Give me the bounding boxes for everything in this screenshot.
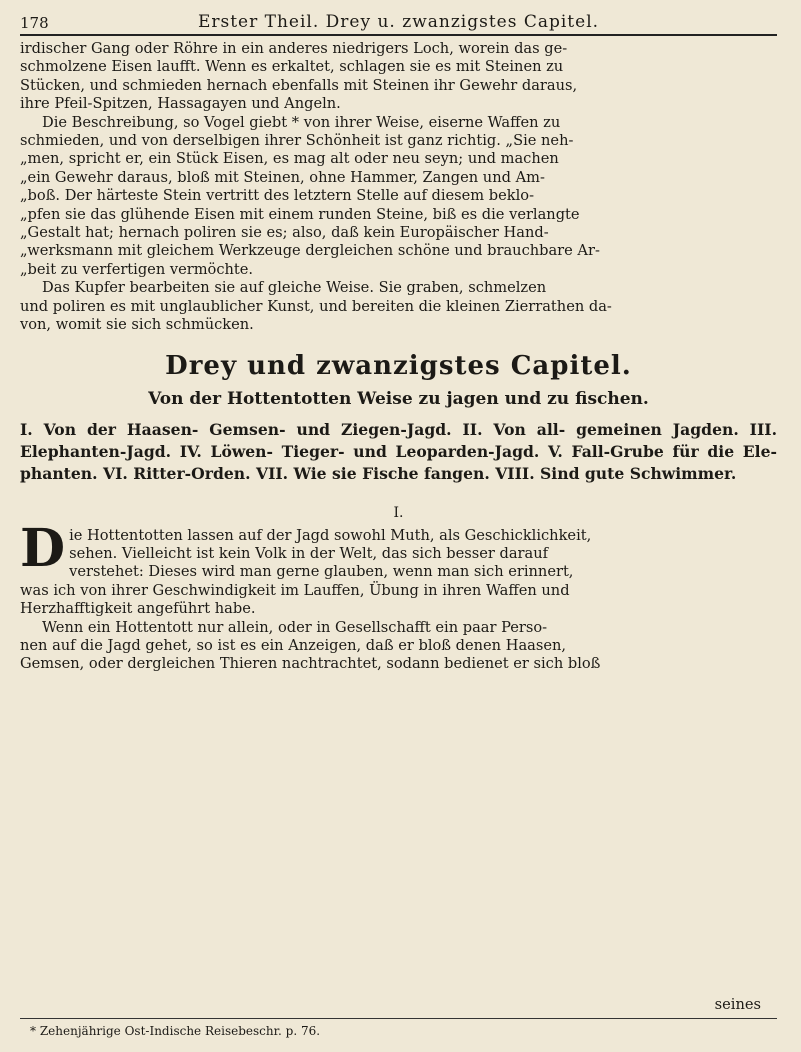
text-line: schmolzene Eisen laufft. Wenn es erkaltet, schlagen sie es mit Steinen zu <box>20 58 564 76</box>
section-number: I. <box>393 504 404 521</box>
text-line: „ein Gewehr daraus, bloß mit Steinen, ohne Hammer, Zangen und Am- <box>20 168 545 186</box>
text-line: ihre Pfeil-Spitzen, Hassagayen und Angeln. <box>20 95 341 113</box>
header-rule <box>20 34 777 36</box>
text-line: „Gestalt hat; hernach poliren sie es; also, daß kein Europäischer Hand- <box>20 224 549 242</box>
page-body <box>20 40 777 674</box>
text-line: Die Beschreibung, so Vogel giebt * von ihrer Weise, eiserne Waffen zu <box>42 113 561 131</box>
text-line: Wenn ein Hottentott nur allein, oder in Gesellschafft ein paar Perso- <box>42 618 548 636</box>
catchword: seines <box>714 996 761 1013</box>
text-line: „werksmann mit gleichem Werkzeuge dergleichen schöne und brauchbare Ar- <box>20 242 600 260</box>
text-line: irdischer Gang oder Röhre in ein anderes niedrigers Loch, worein das ge- <box>20 40 568 57</box>
text-line: Das Kupfer bearbeiten sie auf gleiche Weise. Sie graben, schmelzen <box>42 279 547 297</box>
footnote-rule <box>20 1018 777 1019</box>
copper-paragraph <box>20 279 777 334</box>
text-line: „pfen sie das glühende Eisen mit einem runden Steine, biß es die verlangte <box>20 205 580 223</box>
drop-cap: D <box>20 517 66 579</box>
footnote: * Zehenjährige Ost-Indische Reisebeschr. p. 76. <box>30 1024 321 1038</box>
quote-paragraph <box>20 114 777 280</box>
text-line: Gemsen, oder dergleichen Thieren nachtrachtet, sodann bedienet er sich bloß <box>20 655 601 673</box>
section-opening <box>20 517 777 619</box>
running-header <box>20 6 777 32</box>
text-line: von, womit sie sich schmücken. <box>20 316 254 334</box>
chapter-subtitle: Von der Hottentotten Weise zu jagen und zu fischen. <box>148 388 649 409</box>
text-line: „beit zu verfertigen vermöchte. <box>20 260 254 278</box>
text-line: und poliren es mit unglaublicher Kunst, und bereiten die kleinen Zierrathen da- <box>20 297 612 315</box>
text-line: Herzhafftigkeit angeführt habe. <box>20 600 256 618</box>
chapter-title: Drey und zwanzigstes Capitel. <box>165 350 632 381</box>
running-title: Erster Theil. Drey u. zwanzigstes Capitel. <box>197 12 600 32</box>
text-line: verstehet: Dieses wird man gerne glauben, wenn man sich erinnert, <box>69 563 574 581</box>
top-paragraph <box>20 40 777 114</box>
text-line: sehen. Vielleicht ist kein Volk in der Welt, das sich besser darauf <box>69 544 549 562</box>
text-line: Stücken, und schmieden hernach ebenfalls mit Steinen ihr Gewehr daraus, <box>20 76 578 94</box>
hunting-paragraph <box>20 619 777 674</box>
chapter-summary: I. Von der Haasen- Gemsen- und Ziegen-Jagd. II. Von all- gemeinen Jagden. III. Elephanten-Jagd. IV. Löwen- Tieger- und Leoparden-Jagd. V. Fall-Grube für die Ele- phanten. VI. Ritter-Orden. VII. Wie sie Fische fangen. VIII. Sind gute Schwimmer. <box>20 419 777 483</box>
text-line: nen auf die Jagd gehet, so ist es ein Anzeigen, daß er bloß denen Haasen, <box>20 636 567 654</box>
text-line: „boß. Der härteste Stein vertritt des letztern Stelle auf diesem beklo- <box>20 187 534 205</box>
text-line: was ich von ihrer Geschwindigkeit im Lauffen, Übung in ihren Waffen und <box>20 581 570 599</box>
text-line: ie Hottentotten lassen auf der Jagd sowohl Muth, als Geschicklichkeit, <box>69 526 592 544</box>
page-number: 178 <box>20 14 49 32</box>
text-line: schmieden, und von derselbigen ihrer Schönheit ist ganz richtig. „Sie neh- <box>20 132 574 150</box>
text-line: „men, spricht er, ein Stück Eisen, es mag alt oder neu seyn; und machen <box>20 150 559 168</box>
